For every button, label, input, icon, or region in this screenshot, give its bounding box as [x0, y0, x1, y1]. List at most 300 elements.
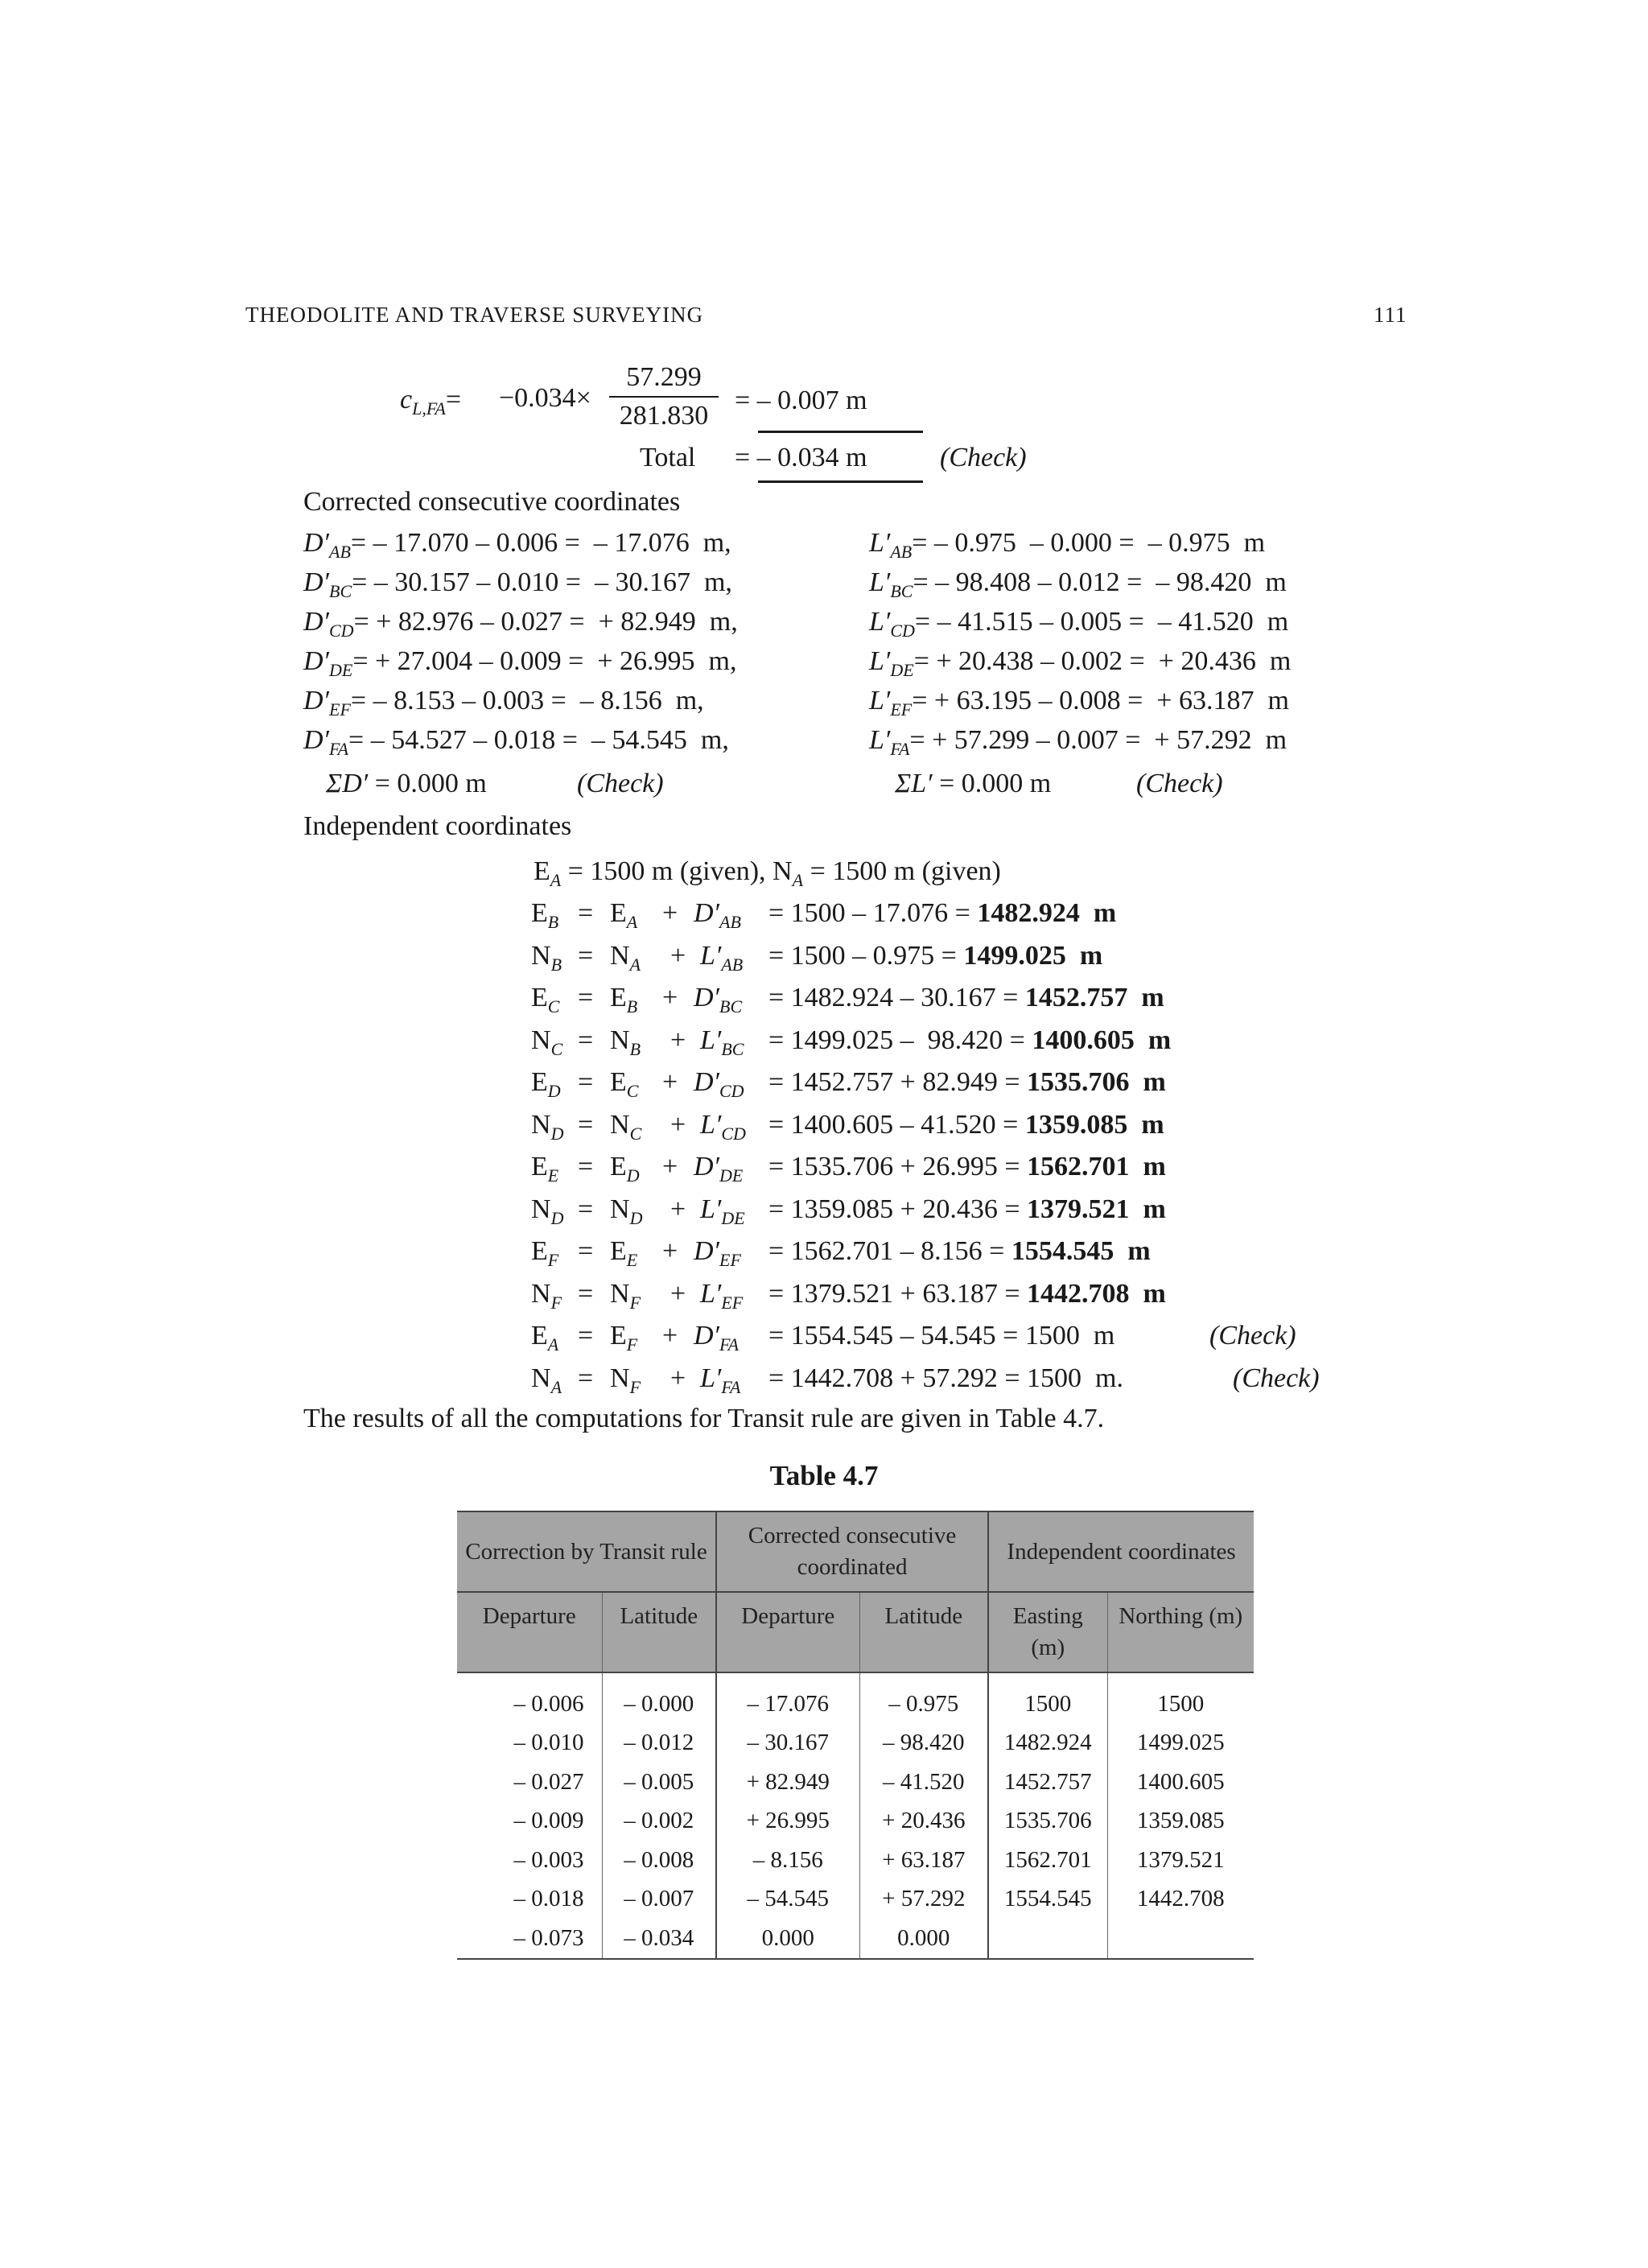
calculation-text: = 1359.085 + 20.436 = [768, 1194, 1028, 1224]
table-caption: Table 4.7 [769, 1460, 879, 1491]
latitude-symbol: L′ [869, 528, 891, 558]
check-note: (Check) [1233, 1363, 1320, 1393]
coordinate-subscript: D [550, 1207, 564, 1228]
table-cell: + 63.187 [859, 1841, 988, 1880]
equals-sign: = [578, 898, 594, 928]
table-cell: 1535.706 [988, 1802, 1107, 1841]
increment-subscript: AB [719, 912, 741, 932]
coordinate-calculation [768, 1363, 1123, 1394]
table-cell: – 41.520 [859, 1763, 988, 1802]
departure-expression: = + 82.976 – 0.027 = + 82.949 m, [353, 607, 738, 637]
table-cell: + 57.292 [859, 1880, 988, 1920]
fraction-denominator: 281.830 [619, 401, 709, 431]
base-symbol: N [610, 1025, 630, 1055]
sum-rule-bottom [758, 480, 923, 483]
departure-subscript: DE [329, 660, 353, 680]
table-cell: – 0.002 [602, 1802, 716, 1841]
latitude-sum-symbol: ΣL′ [895, 769, 933, 798]
departure-symbol: D′ [303, 607, 329, 637]
equals-sign: = [578, 983, 594, 1012]
increment-symbol: D′ [694, 1321, 719, 1350]
coordinate-result: 1379.521 m [1027, 1194, 1166, 1224]
departure-sum-check: (Check) [577, 769, 664, 798]
coordinate-symbol: E [531, 1321, 548, 1350]
departure-subscript: CD [329, 621, 354, 641]
table-cell: 1499.025 [1107, 1724, 1254, 1763]
table-row [457, 1802, 1254, 1841]
latitude-subscript: EF [890, 699, 913, 720]
increment-subscript: CD [721, 1123, 746, 1144]
base-symbol: E [610, 1236, 627, 1266]
coordinate-symbol: E [531, 898, 548, 928]
coordinate-lhs [531, 1278, 562, 1313]
base-symbol: N [610, 1363, 630, 1393]
increment [700, 1363, 741, 1397]
coordinate-subscript: B [550, 954, 562, 975]
table-row [457, 1880, 1254, 1920]
departure-symbol: D′ [303, 567, 329, 597]
coordinate-base [610, 940, 641, 975]
calculation-text: = 1452.757 + 82.949 = [768, 1067, 1028, 1097]
coordinate-subscript: F [547, 1250, 559, 1270]
coordinate-subscript: C [550, 1038, 563, 1059]
coordinate-symbol: N [531, 1109, 551, 1140]
departure-expression: = – 8.153 – 0.003 = – 8.156 m, [350, 686, 704, 715]
correction-symbol: c [400, 385, 413, 414]
latitude-sum-check: (Check) [1136, 769, 1223, 798]
increment-subscript: CD [719, 1081, 744, 1101]
coordinate-lhs [531, 983, 560, 1016]
coordinate-base [610, 1321, 638, 1355]
plus-sign: + [670, 1025, 686, 1055]
base-subscript: A [629, 954, 641, 975]
coordinate-lhs [531, 1152, 559, 1186]
coordinate-symbol: E [531, 1236, 548, 1266]
table-cell: – 8.156 [716, 1841, 859, 1880]
plus-sign: + [662, 1236, 678, 1266]
correction-coefficient: −0.034× [499, 383, 591, 413]
table-cell: 1500 [988, 1672, 1107, 1724]
increment [700, 1109, 746, 1144]
departure-symbol: D′ [303, 725, 329, 755]
coordinate-base [610, 983, 638, 1016]
coordinate-symbol: N [531, 1025, 551, 1055]
latitude-expression: = + 57.299 – 0.007 = + 57.292 m [909, 725, 1288, 755]
departure-line [303, 528, 731, 562]
table-cell: – 0.007 [602, 1880, 716, 1920]
departure-sum [326, 769, 487, 799]
latitude-expression: = + 20.438 – 0.002 = + 20.436 m [913, 646, 1292, 676]
departure-subscript: AB [329, 542, 351, 562]
coordinate-result: 1400.605 m [1032, 1025, 1172, 1055]
table-cell: + 26.995 [716, 1802, 859, 1841]
table-cell: 1452.757 [988, 1763, 1107, 1802]
latitude-line [869, 607, 1289, 641]
latitude-expression: = – 0.975 – 0.000 = – 0.975 m [912, 528, 1266, 558]
table-cell: – 0.000 [602, 1672, 716, 1724]
increment [700, 940, 744, 975]
increment-subscript: BC [721, 1038, 744, 1059]
latitude-expression: = + 63.195 – 0.008 = + 63.187 m [912, 686, 1289, 715]
coordinate-calculation [768, 1152, 1166, 1182]
calculation-text: = 1535.706 + 26.995 = [768, 1152, 1028, 1181]
base-symbol: N [610, 1278, 630, 1309]
equals-sign: = [578, 1236, 594, 1266]
group-header-independent: Independent coordinates [988, 1511, 1254, 1592]
base-subscript: D [629, 1207, 643, 1228]
base-subscript: F [629, 1292, 641, 1313]
correction-subscript: L,FA [412, 398, 446, 419]
latitude-expression: = – 98.408 – 0.012 = – 98.420 m [913, 567, 1287, 597]
departure-subscript: FA [329, 739, 349, 759]
table-cell: 1562.701 [988, 1841, 1107, 1880]
table-row [457, 1724, 1254, 1763]
coordinate-subscript: E [547, 1165, 559, 1186]
table-cell: – 0.073 [457, 1919, 602, 1959]
plus-sign: + [670, 1194, 686, 1224]
coordinate-calculation [768, 1025, 1171, 1056]
increment-symbol: L′ [700, 1109, 722, 1140]
column-header: Departure [457, 1592, 602, 1672]
increment-symbol: D′ [694, 898, 719, 928]
fraction-numerator: 57.299 [609, 362, 719, 398]
coordinate-base [610, 1152, 640, 1186]
coordinate-lhs [531, 1067, 561, 1101]
coordinate-result: 1562.701 m [1027, 1152, 1166, 1181]
base-subscript: A [626, 912, 638, 932]
equals-sign: = [578, 1067, 594, 1097]
base-symbol: E [610, 898, 627, 928]
equals-sign: = [578, 1278, 594, 1309]
equals-sign: = [578, 1363, 594, 1393]
coordinate-calculation [768, 1110, 1164, 1140]
coordinate-symbol: N [531, 1363, 551, 1393]
equals-sign: = [445, 385, 462, 414]
correction-fraction [609, 362, 719, 431]
table-cell: – 30.167 [716, 1724, 859, 1763]
increment [694, 983, 743, 1016]
coordinate-result: 1554.545 m [1011, 1236, 1151, 1266]
equals-sign: = [578, 1109, 594, 1140]
table-row [457, 1672, 1254, 1724]
coordinate-subscript: A [550, 1376, 562, 1397]
increment-subscript: BC [719, 996, 743, 1016]
results-sentence: The results of all the computations for Transit rule are given in Table 4.7. [303, 1404, 1105, 1433]
base-symbol: N [610, 1109, 630, 1140]
table-cell: – 0.034 [602, 1919, 716, 1959]
increment-symbol: L′ [700, 1278, 722, 1309]
latitude-sum-value: = 0.000 m [932, 769, 1052, 798]
column-header: Latitude [859, 1592, 988, 1672]
departure-expression: = – 54.527 – 0.018 = – 54.545 m, [348, 725, 729, 755]
table-cell: 1400.605 [1107, 1763, 1254, 1802]
coordinate-calculation [768, 1067, 1166, 1098]
total-check: (Check) [940, 443, 1027, 472]
departure-line [303, 607, 738, 641]
plus-sign: + [670, 940, 686, 971]
table-cell: + 82.949 [716, 1763, 859, 1802]
latitude-sum [895, 769, 1051, 799]
coordinate-subscript: D [547, 1081, 561, 1101]
coordinate-base [610, 1067, 639, 1101]
correction-formula-lhs [400, 385, 462, 419]
column-header: Easting (m) [988, 1592, 1107, 1672]
latitude-symbol: L′ [869, 607, 891, 637]
latitude-subscript: FA [890, 739, 910, 759]
departure-line [303, 646, 737, 680]
departure-symbol: D′ [303, 686, 329, 715]
table-cell: 1359.085 [1107, 1802, 1254, 1841]
coordinate-subscript: A [547, 1334, 559, 1355]
given-coordinates [534, 856, 1001, 890]
calculation-text: = 1562.701 – 8.156 = [768, 1236, 1011, 1266]
increment [694, 1321, 740, 1355]
departure-expression: = – 30.157 – 0.010 = – 30.167 m, [352, 567, 732, 597]
base-subscript: D [626, 1165, 640, 1186]
increment-subscript: DE [719, 1165, 744, 1186]
given-northing-subscript: A [792, 870, 804, 890]
table-row [457, 1841, 1254, 1880]
base-symbol: N [610, 1194, 630, 1224]
departure-sum-symbol: ΣD′ [326, 769, 369, 798]
given-easting-subscript: A [550, 870, 562, 890]
coordinate-result: 1442.708 m [1027, 1278, 1166, 1309]
column-header: Departure [716, 1592, 859, 1672]
coordinate-lhs [531, 1194, 564, 1228]
increment-subscript: DE [721, 1207, 745, 1228]
departure-line [303, 686, 704, 720]
latitude-subscript: CD [890, 621, 915, 641]
increment [694, 898, 741, 932]
coordinate-symbol: E [531, 983, 548, 1012]
equals-sign: = [578, 1025, 594, 1055]
base-subscript: C [629, 1123, 642, 1144]
coordinate-subscript: B [547, 912, 559, 932]
equals-sign: = [578, 1152, 594, 1181]
latitude-expression: = – 41.515 – 0.005 = – 41.520 m [914, 607, 1289, 637]
plus-sign: + [670, 1278, 686, 1309]
calculation-text: = 1554.545 – 54.545 = 1500 m [768, 1321, 1115, 1350]
base-subscript: B [626, 996, 638, 1016]
table-cell: 1554.545 [988, 1880, 1107, 1920]
increment [694, 1236, 741, 1270]
coordinate-symbol: N [531, 940, 551, 971]
coordinate-subscript: C [547, 996, 560, 1016]
calculation-text: = 1500 – 17.076 = [768, 898, 978, 928]
latitude-line [869, 725, 1288, 759]
plus-sign: + [670, 1109, 686, 1140]
table-cell: – 0.975 [859, 1672, 988, 1724]
latitude-subscript: BC [890, 581, 913, 601]
coordinate-base [610, 1109, 642, 1144]
table-cell: 1379.521 [1107, 1841, 1254, 1880]
increment-symbol: D′ [694, 1152, 719, 1181]
page-number: 111 [1374, 303, 1407, 327]
coordinate-base [610, 1363, 641, 1397]
increment-subscript: EF [719, 1250, 741, 1270]
latitude-symbol: L′ [869, 686, 891, 715]
base-symbol: N [610, 940, 630, 971]
given-easting-symbol: E [534, 856, 550, 886]
independent-heading: Independent coordinates [303, 811, 572, 841]
check-note: (Check) [1209, 1321, 1296, 1350]
latitude-subscript: AB [890, 542, 913, 562]
increment-subscript: FA [719, 1334, 740, 1355]
table-cell: 1482.924 [988, 1724, 1107, 1763]
coordinate-base [610, 1025, 641, 1059]
coordinate-base [610, 1236, 638, 1270]
plus-sign: + [662, 1152, 678, 1181]
table-cell: + 20.436 [859, 1802, 988, 1841]
coordinate-lhs [531, 1236, 559, 1270]
increment-symbol: L′ [700, 1194, 722, 1224]
base-subscript: E [626, 1250, 638, 1270]
coordinate-subscript: D [550, 1123, 564, 1144]
calculation-text: = 1442.708 + 57.292 = 1500 m. [768, 1363, 1123, 1393]
base-symbol: E [610, 983, 627, 1012]
base-symbol: E [610, 1067, 627, 1097]
table-cell: – 0.005 [602, 1763, 716, 1802]
coordinate-lhs [531, 1321, 559, 1355]
coordinate-calculation [768, 1194, 1166, 1225]
departure-subscript: EF [329, 699, 351, 720]
coordinate-calculation [768, 1321, 1114, 1351]
coordinate-symbol: E [531, 1067, 548, 1097]
equals-sign: = [578, 940, 594, 971]
latitude-symbol: L′ [869, 725, 891, 755]
correction-result: = – 0.007 m [735, 386, 867, 415]
latitude-subscript: DE [890, 660, 914, 680]
table-row [457, 1763, 1254, 1802]
plus-sign: + [662, 1067, 678, 1097]
coordinate-lhs [531, 1109, 564, 1144]
increment-subscript: FA [721, 1376, 741, 1397]
coordinate-base [610, 1278, 641, 1313]
increment-symbol: D′ [694, 983, 719, 1012]
table-cell: – 0.012 [602, 1724, 716, 1763]
coordinate-result: 1452.757 m [1024, 983, 1164, 1012]
given-northing-value: = 1500 m (given) [803, 856, 1001, 886]
base-symbol: E [610, 1152, 627, 1181]
coordinate-lhs [531, 1025, 563, 1059]
base-subscript: C [626, 1081, 639, 1101]
table-cell: 0.000 [859, 1919, 988, 1959]
plus-sign: + [662, 983, 678, 1012]
increment-symbol: L′ [700, 1363, 722, 1393]
plus-sign: + [662, 1321, 678, 1350]
increment-symbol: D′ [694, 1067, 719, 1097]
latitude-line [869, 646, 1292, 680]
coordinate-calculation [768, 898, 1116, 929]
total-value: = – 0.034 m [735, 443, 867, 472]
calculation-text: = 1482.924 – 30.167 = [768, 983, 1025, 1012]
coordinate-calculation [768, 983, 1164, 1013]
table-cell: – 17.076 [716, 1672, 859, 1724]
plus-sign: + [662, 898, 678, 928]
corrected-heading: Corrected consecutive coordinates [303, 487, 681, 517]
latitude-line [869, 567, 1287, 601]
departure-expression: = + 27.004 – 0.009 = + 26.995 m, [352, 646, 737, 676]
base-subscript: F [629, 1376, 641, 1397]
coordinate-calculation [768, 1279, 1166, 1309]
equals-sign: = [578, 1321, 594, 1350]
increment [700, 1278, 744, 1313]
departure-line [303, 725, 729, 759]
increment [694, 1067, 744, 1101]
calculation-text: = 1500 – 0.975 = [768, 940, 964, 971]
increment-symbol: L′ [700, 1025, 722, 1055]
calculation-text: = 1400.605 – 41.520 = [768, 1109, 1025, 1140]
latitude-line [869, 528, 1266, 562]
table-cell: – 0.010 [513, 1730, 584, 1756]
coordinate-result: 1535.706 m [1027, 1067, 1166, 1097]
given-northing-symbol: N [772, 856, 793, 886]
departure-line [303, 567, 732, 601]
group-header-corrected: Corrected consecutive coordinated [716, 1511, 988, 1592]
base-subscript: B [629, 1038, 641, 1059]
table-cell: – 54.545 [716, 1880, 859, 1920]
table-cell: – 0.018 [513, 1886, 584, 1912]
table-cell [1107, 1919, 1254, 1959]
table-cell: 1442.708 [1107, 1880, 1254, 1920]
calculation-text: = 1499.025 – 98.420 = [768, 1025, 1032, 1055]
increment-symbol: D′ [694, 1236, 719, 1266]
coordinate-result: 1359.085 m [1024, 1109, 1164, 1140]
equals-sign: = [578, 1194, 594, 1224]
table-cell: – 0.009 [513, 1808, 584, 1834]
increment-symbol: L′ [700, 940, 722, 971]
coordinate-lhs [531, 940, 562, 975]
base-symbol: E [610, 1321, 627, 1350]
sum-rule-top [758, 431, 923, 433]
departure-sum-value: = 0.000 m [368, 769, 487, 798]
column-header: Northing (m) [1107, 1592, 1254, 1672]
table-cell [988, 1919, 1107, 1959]
given-easting-value: = 1500 m (given), [561, 856, 773, 886]
column-header: Latitude [602, 1592, 716, 1672]
departure-symbol: D′ [303, 528, 329, 558]
departure-symbol: D′ [303, 646, 329, 676]
latitude-line [869, 686, 1289, 720]
group-header-correction: Correction by Transit rule [457, 1511, 716, 1592]
table-cell: – 0.003 [513, 1846, 584, 1873]
coordinate-calculation [768, 1236, 1151, 1267]
coordinate-base [610, 1194, 643, 1228]
table-cell: 1500 [1107, 1672, 1254, 1724]
increment [700, 1025, 744, 1059]
increment-subscript: EF [721, 1292, 744, 1313]
total-label: Total [640, 443, 696, 472]
latitude-symbol: L′ [869, 646, 891, 676]
table-row [457, 1919, 1254, 1959]
calculation-text: = 1379.521 + 63.187 = [768, 1278, 1028, 1309]
increment-subscript: AB [721, 954, 744, 975]
increment [700, 1194, 745, 1228]
running-header-title: THEODOLITE AND TRAVERSE SURVEYING [245, 303, 704, 327]
plus-sign: + [670, 1363, 686, 1393]
latitude-symbol: L′ [869, 567, 891, 597]
table-cell: – 0.008 [602, 1841, 716, 1880]
coordinate-calculation [768, 941, 1102, 971]
increment [694, 1152, 744, 1186]
coordinate-symbol: N [531, 1278, 551, 1309]
table-cell: – 0.027 [513, 1768, 584, 1795]
coordinate-subscript: F [550, 1292, 562, 1313]
coordinate-symbol: N [531, 1194, 551, 1224]
coordinate-symbol: E [531, 1152, 548, 1181]
table-4-7 [457, 1511, 1254, 1960]
table-cell: 0.000 [716, 1919, 859, 1959]
